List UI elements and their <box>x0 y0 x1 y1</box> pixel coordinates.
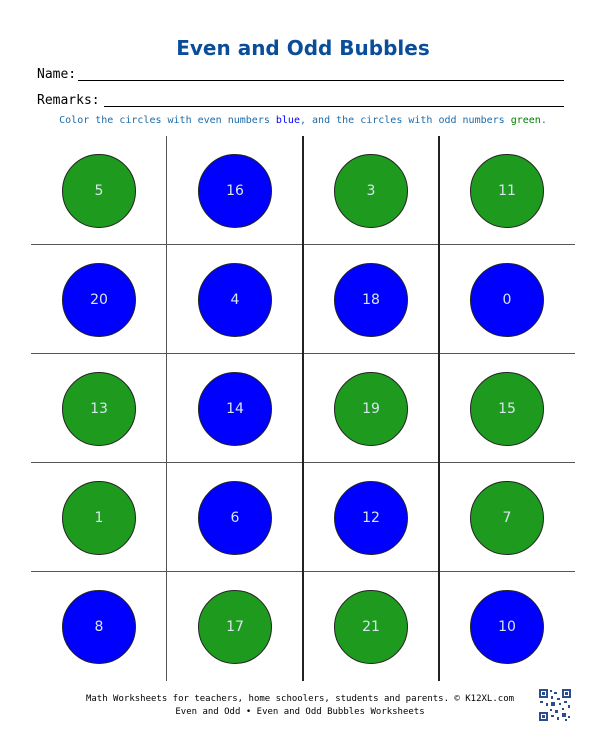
number-bubble[interactable]: 8 <box>62 590 136 664</box>
number-bubble[interactable]: 17 <box>198 590 272 664</box>
number-bubble[interactable]: 11 <box>470 154 544 228</box>
number-bubble[interactable]: 20 <box>62 263 136 337</box>
number-bubble[interactable]: 3 <box>334 154 408 228</box>
instructions-part3: . <box>540 115 547 126</box>
number-bubble[interactable]: 16 <box>198 154 272 228</box>
name-line[interactable] <box>78 80 564 81</box>
remarks-line[interactable] <box>104 106 564 107</box>
number-bubble[interactable]: 6 <box>198 481 272 555</box>
grid-col-divider <box>302 136 304 681</box>
number-bubble[interactable]: 5 <box>62 154 136 228</box>
footer-line-1: Math Worksheets for teachers, home schoolers, students and parents. © K12XL.com <box>85 694 515 704</box>
number-bubble[interactable]: 1 <box>62 481 136 555</box>
number-bubble[interactable]: 7 <box>470 481 544 555</box>
number-bubble[interactable]: 4 <box>198 263 272 337</box>
instructions-odd-word: green <box>510 115 541 126</box>
instructions-part1: Color the circles with even numbers <box>59 115 276 126</box>
number-bubble[interactable]: 13 <box>62 372 136 446</box>
number-bubble[interactable]: 19 <box>334 372 408 446</box>
number-bubble[interactable]: 0 <box>470 263 544 337</box>
number-bubble[interactable]: 10 <box>470 590 544 664</box>
instructions-part2: , and the circles with odd numbers <box>299 115 511 126</box>
instructions <box>0 115 606 126</box>
remarks-label: Remarks: <box>37 93 100 108</box>
footer-line-2: Even and Odd • Even and Odd Bubbles Worksheets <box>175 707 425 717</box>
instructions-even-word: blue <box>275 115 300 126</box>
grid-col-divider <box>166 136 167 681</box>
bubble-grid <box>31 136 575 681</box>
worksheet-title: Even and Odd Bubbles <box>176 36 430 60</box>
qr-code-icon <box>538 688 572 722</box>
number-bubble[interactable]: 14 <box>198 372 272 446</box>
number-bubble[interactable]: 12 <box>334 481 408 555</box>
number-bubble[interactable]: 21 <box>334 590 408 664</box>
number-bubble[interactable]: 15 <box>470 372 544 446</box>
name-label: Name: <box>37 67 77 82</box>
number-bubble[interactable]: 18 <box>334 263 408 337</box>
grid-col-divider <box>438 136 440 681</box>
